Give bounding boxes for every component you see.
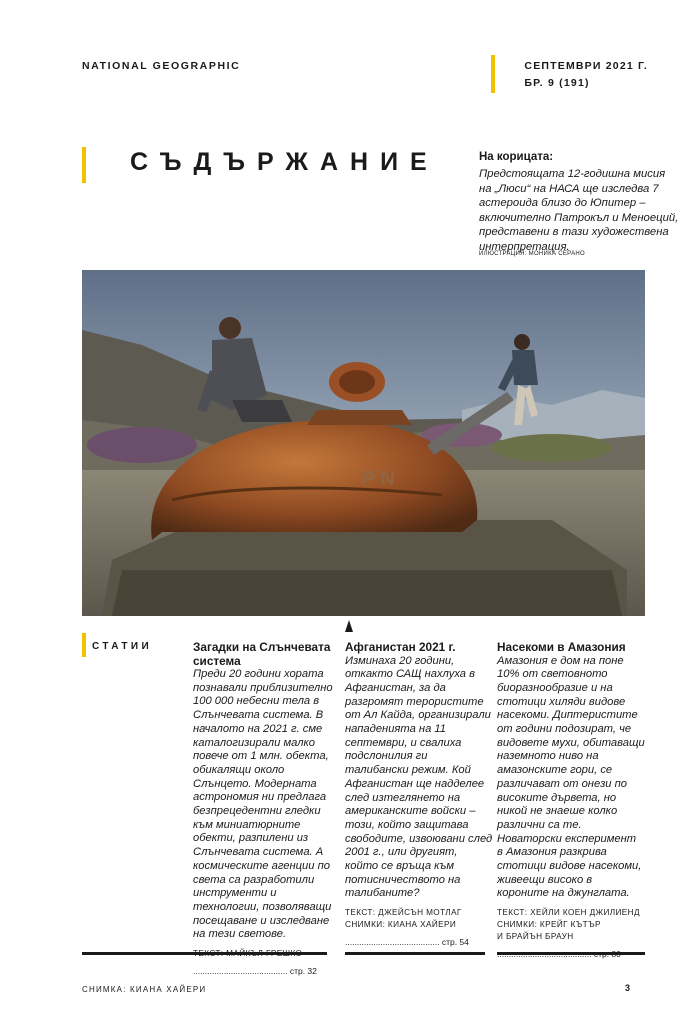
divider-rule (345, 952, 485, 955)
page-reference[interactable]: ........................................ стр. 32 (193, 966, 317, 977)
article-amazon-insects[interactable] (497, 641, 645, 959)
divider-rule (82, 952, 327, 955)
credit-line: СНИМКИ: КИАНА ХАЙЕРИ (345, 920, 457, 930)
page-title: СЪДЪРЖАНИЕ (130, 148, 439, 176)
article-body: Преди 20 години хората познавали приблизително 100 000 небесни тела в Слънчевата система. В началото на 2021 г. сме каталогизирали малко повече от 1 млн. обекта, обикалящи около Слънцето. Модерната астрономия ни предлага безпрецедентни гледки към миниатюрните обекти, разпилени из Слънчевата система. А космическите агенции по света са разработили инструменти и технологии, позволяващи посещаване и изследване на тези светове. (193, 668, 333, 941)
credit-line: И БРАЙЪН БРАУН (497, 932, 574, 942)
brand-name: NATIONAL GEOGRAPHIC (82, 60, 241, 72)
article-title[interactable]: Афганистан 2021 г. (345, 640, 456, 654)
credit-line: ТЕКСТ: ДЖЕЙСЪН МОТЛАГ (345, 908, 462, 918)
article-afghanistan[interactable] (345, 641, 493, 947)
credit-line: ТЕКСТ: ХЕЙЛИ КОЕН ДЖИЛИЕНД (497, 908, 640, 918)
article-credit (345, 907, 493, 931)
issue-number: БР. 9 (191) (524, 77, 590, 89)
page-number: 3 (625, 983, 631, 993)
divider-rule (497, 952, 645, 955)
tank-photo-illustration (82, 270, 645, 616)
cover-credit: ИЛЮСТРАЦИЯ: МОНИКА СЕРАНО (479, 251, 585, 257)
credit-line: СНИМКИ: КРЕЙГ КЪТЪР (497, 920, 601, 930)
article-solar-system[interactable] (193, 641, 341, 976)
article-title[interactable]: Насекоми в Амазония (497, 640, 626, 654)
triangle-marker-icon (345, 620, 353, 632)
page-reference[interactable]: ........................................ стр. 54 (345, 937, 469, 948)
issue-info (516, 58, 648, 92)
cover-description: Предстоящата 12-годишна мисия на „Люси“ на НАСА ще изследва 7 астероида близо до Юпитер – включително Патрокъл и Меноеций, представени в тази художествена интерпретация. (479, 168, 679, 253)
article-body: Амазония е дом на поне 10% от световното биоразнообразие и на стотици хиляди видове насекоми. Диптеристите от години подозират, че видовете мухи, обитаващи наземното ниво на амазонските гори, се различават от онези по високите дървета, но никой не знаеше колко различни са те. Новаторски експеримент в Амазония разкрива стотици видове насекоми, живеещи високо в короните на джунглата. (497, 654, 645, 900)
issue-accent-bar (491, 55, 495, 93)
photo-credit: СНИМКА: КИАНА ХАЙЕРИ (82, 985, 207, 994)
section-label: СТАТИИ (92, 641, 153, 652)
cover-heading: На корицата: (479, 151, 554, 163)
svg-text:P N: P N (362, 468, 395, 490)
issue-date: СЕПТЕМВРИ 2021 Г. (524, 60, 648, 72)
feature-photo (82, 270, 645, 616)
article-title[interactable]: Загадки на Слънчевата система (193, 640, 331, 668)
section-accent-bar (82, 633, 86, 657)
article-credit (497, 907, 645, 943)
title-accent-bar (82, 147, 86, 183)
article-body: Изминаха 20 години, откакто САЩ нахлуха в Афганистан, за да разгромят терористите от Ал Кайда, организирали нападенията на 11 септември, и свалиха подслонилия ги талибански режим. Кой Афганистан ще надделее след изтеглянето на американските войски – този, който защитава свободите, извоювани след 2001 г., или другият, който се връща към потисничеството на талибаните? (345, 654, 493, 900)
